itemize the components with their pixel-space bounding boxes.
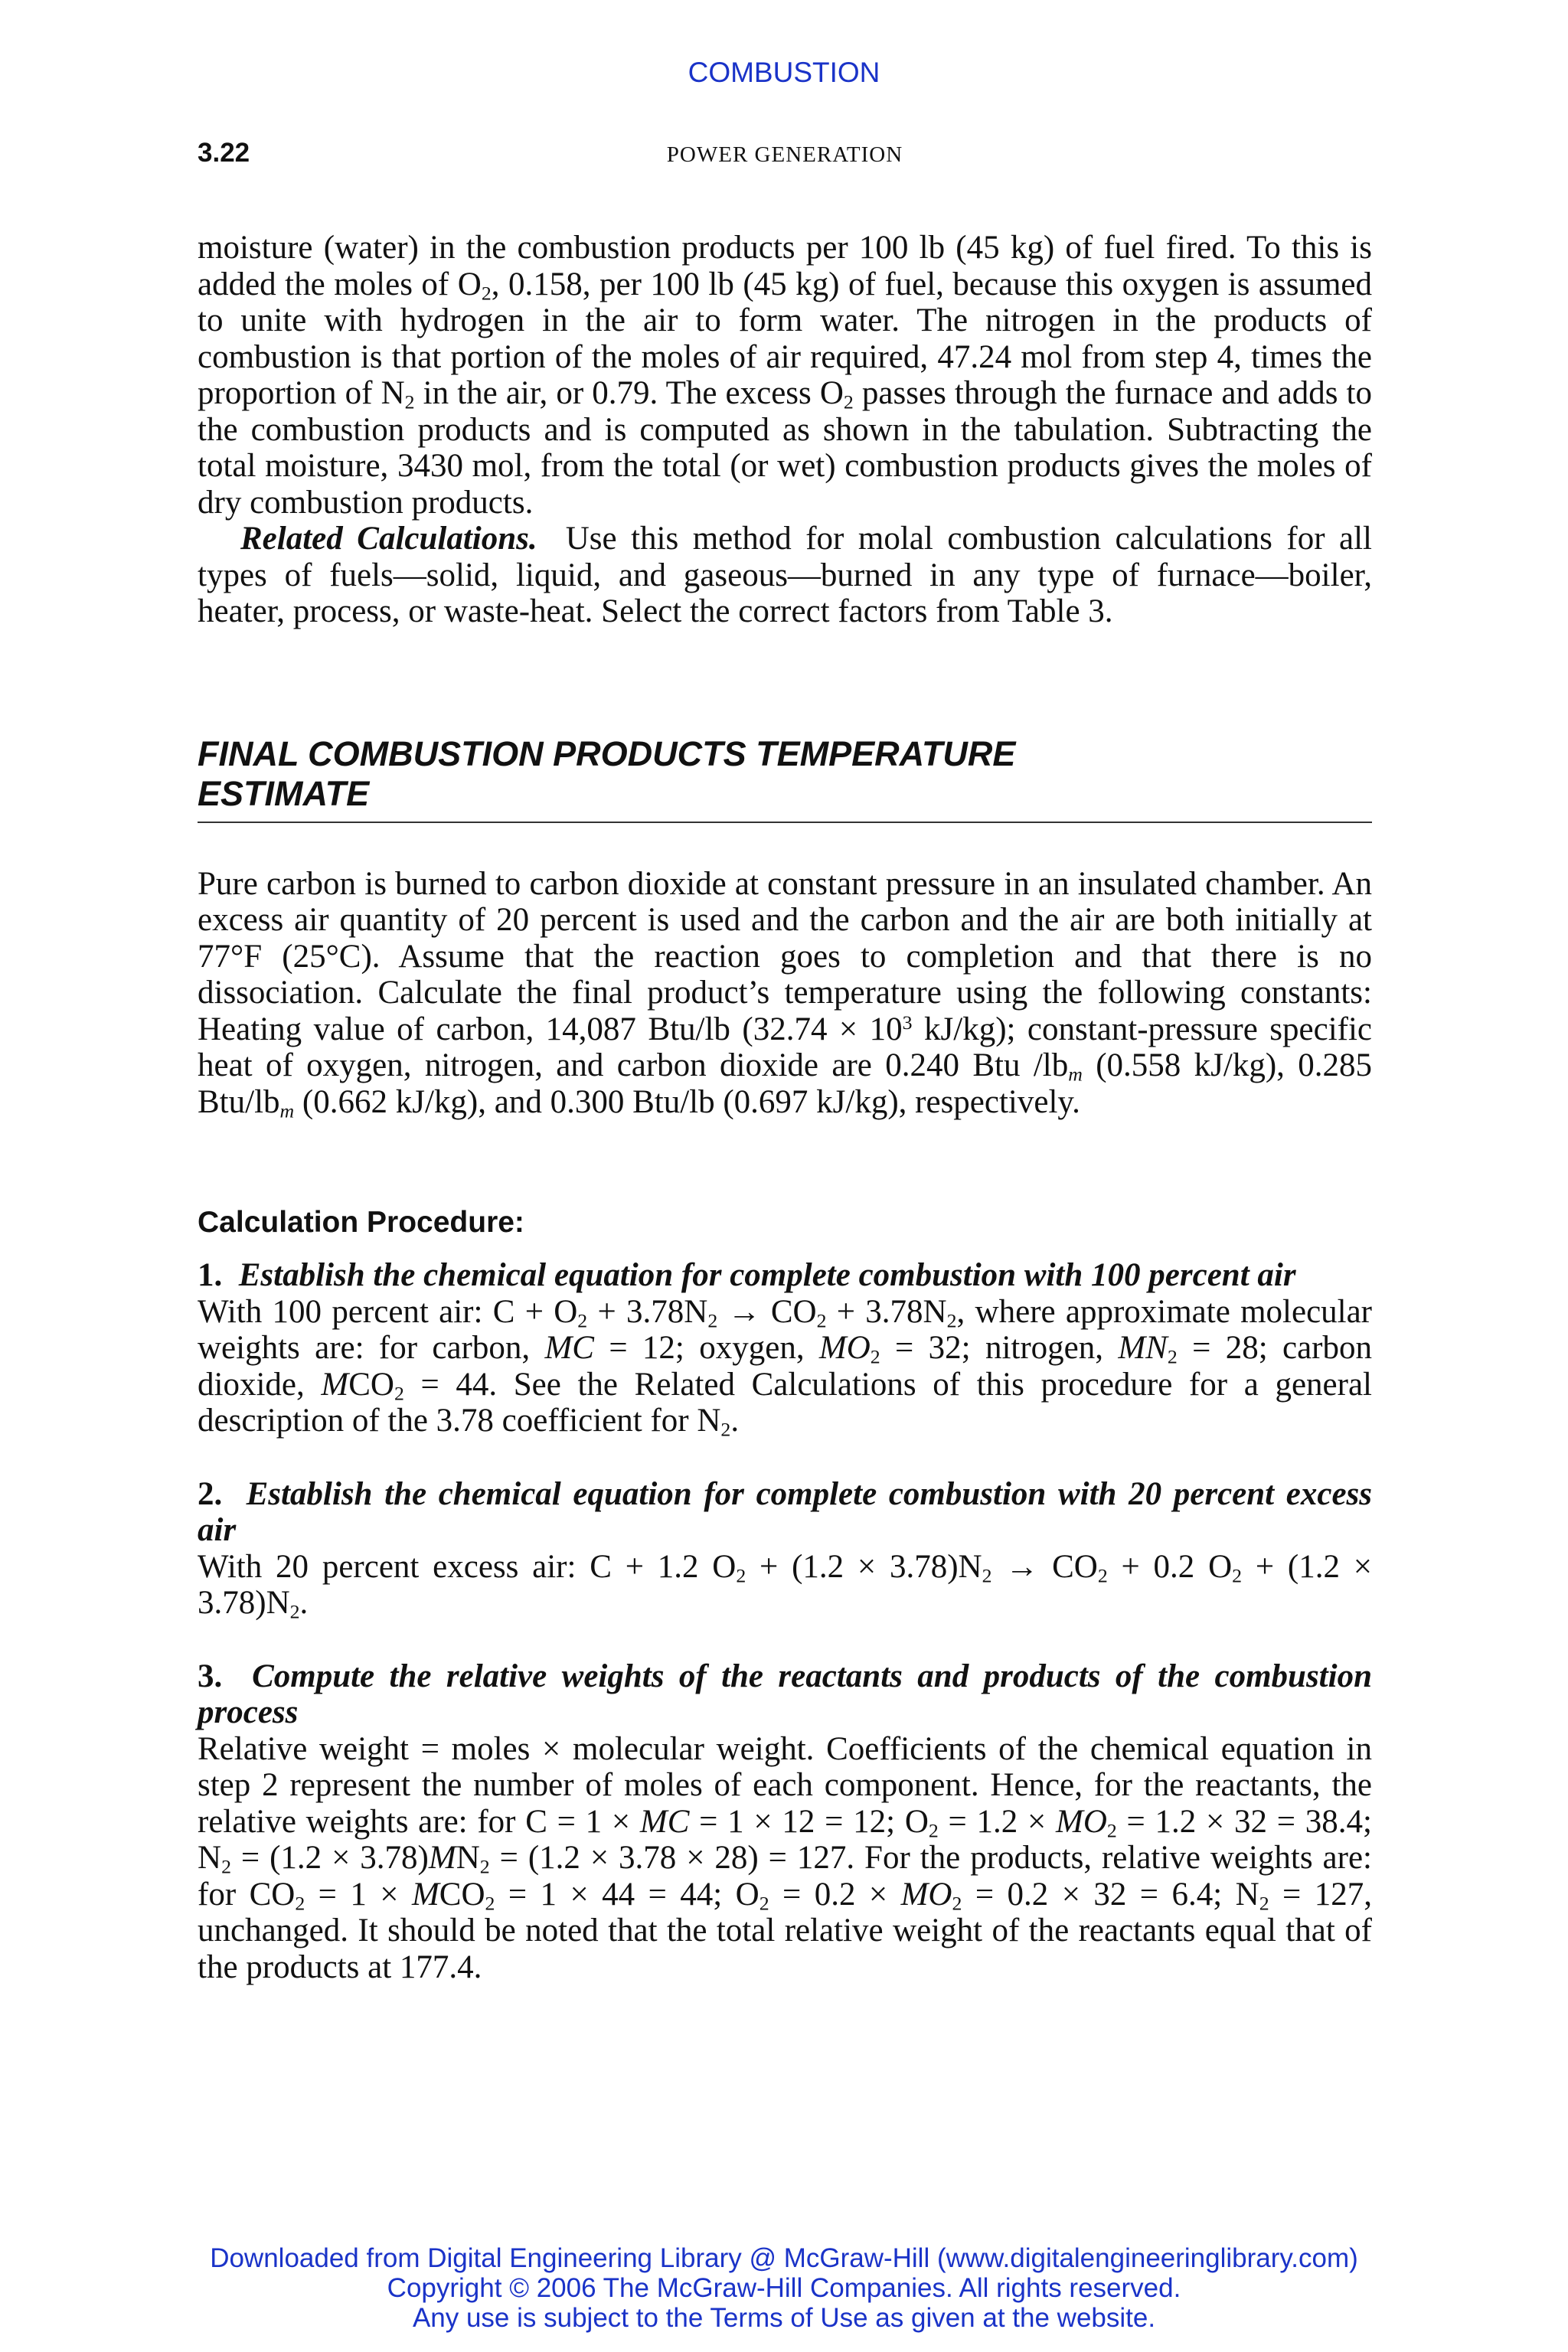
page-number: 3.22	[198, 138, 250, 168]
step-1-body: With 100 percent air: $C + O_2 + 3.78N_2 \to CO_2 + 3.78N_2$, where approximate molecular weights are: for carbon, MC = 12; oxygen, $MO_2 = 32$; nitrogen, $MN_2 = 28$; carbon dioxide, $MCO_2 = 44$. See the Related Calculations of this procedure for a general description of the 3.78 coefficient for $N_2$.	[198, 1293, 1373, 1441]
text-run: (0.558 kJ/kg), 0.285 Btu/lb	[198, 1047, 1372, 1120]
footer-download-link[interactable]: Downloaded from Digital Engineering Library @ McGraw-Hill (www.digitalengineeringlibrary.com)	[210, 2243, 1358, 2273]
running-header	[198, 138, 1372, 176]
step-2-body: With 20 percent excess air: C + 1.2 $O_2 + (1.2 \times 3.78)N_2 \to CO_2 + 0.2$ $O_2 + (1.2 \times 3.78)N_2$.	[198, 1548, 1372, 1623]
subscript: m	[279, 1099, 295, 1122]
subscript: 2	[843, 390, 854, 413]
chapter-link[interactable]: COMBUSTION	[688, 57, 880, 88]
related-calculations-text: Use this method for molal combustion calculations for all types of fuels—solid, liquid, and gaseous—burned in any type of furnace—boiler, heater, process, or waste-heat. Select the correct factors from Table 3.	[198, 521, 1373, 629]
running-title: POWER GENERATION	[666, 142, 903, 167]
step-title: Compute the relative weights of the reactants and products of the combustion process	[198, 1658, 1372, 1730]
page-body	[198, 230, 1372, 1985]
text-run: , 0.158, per 100 lb (45 kg) of fuel, because this oxygen is assumed to unite with hydrogen in the air to form water. The nitrogen in the products of combustion is that portion of the moles of air required, 47.24 mol from step 4, times the proportion of N	[198, 266, 1372, 411]
page-footer	[0, 2243, 1568, 2333]
step-3-heading	[198, 1658, 1372, 1731]
related-calculations-label: Related Calculations.	[240, 521, 537, 557]
intro-paragraph	[198, 230, 1372, 521]
problem-statement	[198, 866, 1372, 1121]
step-title: Establish the chemical equation for complete combustion with 100 percent air	[238, 1257, 1296, 1293]
footer-terms[interactable]: Any use is subject to the Terms of Use as given at the website.	[412, 2303, 1156, 2333]
step-2-heading	[198, 1476, 1372, 1549]
superscript: 3	[902, 1011, 913, 1034]
section-title-line: FINAL COMBUSTION PRODUCTS TEMPERATURE	[198, 733, 1016, 773]
text-run: moisture (water) in the combustion products per 100 lb (45 kg) of fuel fired. To this is added the moles of O	[198, 230, 1372, 302]
subscript: 2	[481, 281, 492, 304]
text-run: kJ/kg); constant-pressure specific heat of oxygen, nitrogen, and carbon dioxide are 0.240 Btu /lb	[198, 1011, 1372, 1083]
step-1-heading	[198, 1257, 1372, 1294]
section-title-line: ESTIMATE	[198, 773, 370, 813]
subscript: 2	[404, 390, 415, 413]
text-run: passes through the furnace and adds to the combustion products and is computed as shown in the tabulation. Subtracting the total moisture, 3430 mol, from the total (or wet) combustion products gives the moles of dry combustion products.	[198, 375, 1372, 521]
section-title	[198, 734, 1372, 814]
step-number: 3.	[198, 1658, 223, 1694]
subscript: m	[1068, 1063, 1083, 1086]
step-number: 2.	[198, 1475, 223, 1512]
text-run: in the air, or 0.79. The excess O	[414, 375, 844, 411]
step-number: 1.	[198, 1257, 223, 1293]
text-run: Pure carbon is burned to carbon dioxide at constant pressure in an insulated chamber. An excess air quantity of 20 percent is used and the carbon and the air are both initially at 77°F (25°C). Assume that the reaction goes to completion and that there is no dissociation. Calculate the final product’s temperature using the following constants: Heating value of carbon, 14,087 Btu/lb (32.74 × 10	[198, 865, 1372, 1047]
text-run: (0.662 kJ/kg), and 0.300 Btu/lb (0.697 kJ/kg), respectively.	[294, 1083, 1080, 1120]
step-title: Establish the chemical equation for complete combustion with 20 percent excess air	[198, 1475, 1372, 1548]
step-3-body: Relative weight = moles × molecular weight. Coefficients of the chemical equation in step 2 represent the number of moles of each component. Hence, for the reactants, the relative weights are: for C = 1 × MC = 1 × 12 = 12; $O_2 = 1.2 \times MO_2 = 1.2 \times 32 = 38.4$; $N_2 = (1.2 \times 3.78)MN_2 = (1.2 \times 3.78 \times 28) = 127$. For the products, relative weights are: for $CO_2 = 1 \times MCO_2 = 1 \times 44 = 44$; $O_2 = 0.2 \times MO_2 = 0.2 \times 32 = 6.4$; $N_2 = 127$, unchanged. It should be noted that the total relative weight of the reactants equal that of the products at 177.4.	[198, 1730, 1372, 1985]
procedure-heading: Calculation Procedure:	[198, 1206, 524, 1239]
related-calculations-paragraph	[198, 521, 1372, 630]
footer-copyright[interactable]: Copyright © 2006 The McGraw-Hill Companies. All rights reserved.	[387, 2273, 1181, 2303]
